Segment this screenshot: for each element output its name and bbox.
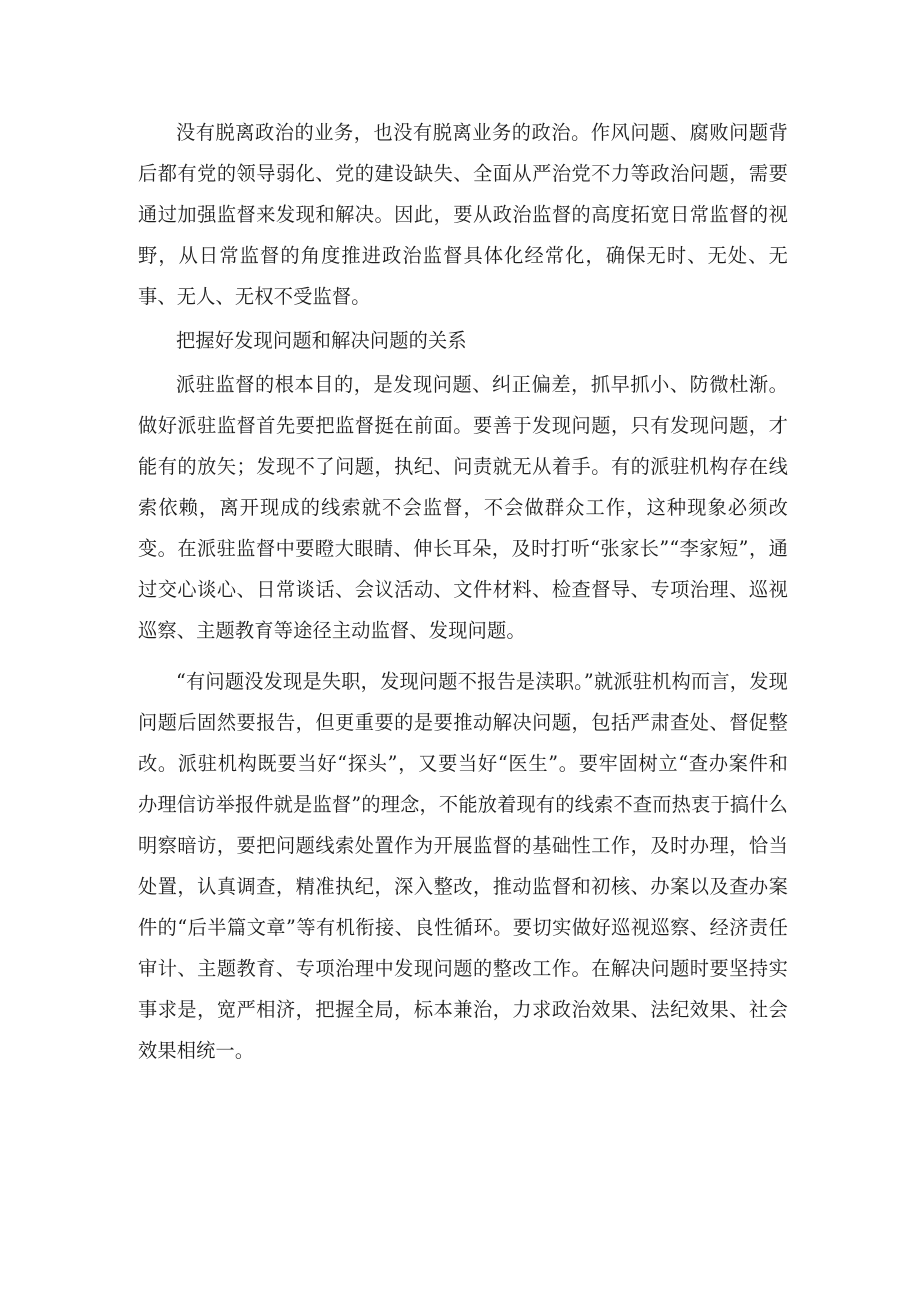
paragraph-finding-problems: 派驻监督的根本目的，是发现问题、纠正偏差，抓早抓小、防微杜渐。做好派驻监督首先要把监督挺在前面。要善于发现问题，只有发现问题，才能有的放矢；发现不了问题，执纪、问责就无从着手。有的派驻机构存在线索依赖，离开现成的线索就不会监督，不会做群众工作，这种现象必须改变。在派驻监督中要瞪大眼睛、伸长耳朵，及时打听“张家长”“李家短”，通过交心谈心、日常谈话、会议活动、文件材料、检查督导、专项治理、巡视巡察、主题教育等途径主动监督、发现问题。 (138, 373, 788, 642)
paragraph-solving-problems: “有问题没发现是失职，发现问题不报告是渎职。”就派驻机构而言，发现问题后固然要报告，但更重要的是要推动解决问题，包括严肃查处、督促整改。派驻机构既要当好“探头”，又要当好“医生”。要牢固树立“查办案件和办理信访举报件就是监督”的理念，不能放着现有的线索不查而热衷于搞什么明察暗访，要把问题线索处置作为开展监督的基础性工作，及时办理，恰当处置，认真调查，精准执纪，深入整改，推动监督和初核、办案以及查办案件的“后半篇文章”等有机衔接、良性循环。要切实做好巡视巡察、经济责任审计、主题教育、专项治理中发现问题的整改工作。在解决问题时要坚持实事求是，宽严相济，把握全局，标本兼治，力求政治效果、法纪效果、社会效果相统一。 (138, 670, 788, 1062)
document-body (138, 112, 788, 1071)
paragraph-political-supervision: 没有脱离政治的业务，也没有脱离业务的政治。作风问题、腐败问题背后都有党的领导弱化、党的建设缺失、全面从严治党不力等政治问题，需要通过加强监督来发现和解决。因此，要从政治监督的高度拓宽日常监督的视野，从日常监督的角度推进政治监督具体化经常化，确保无时、无处、无事、无人、无权不受监督。 (138, 121, 788, 308)
paragraph-spacer (138, 651, 788, 661)
section-heading: 把握好发现问题和解决问题的关系 (176, 329, 467, 352)
